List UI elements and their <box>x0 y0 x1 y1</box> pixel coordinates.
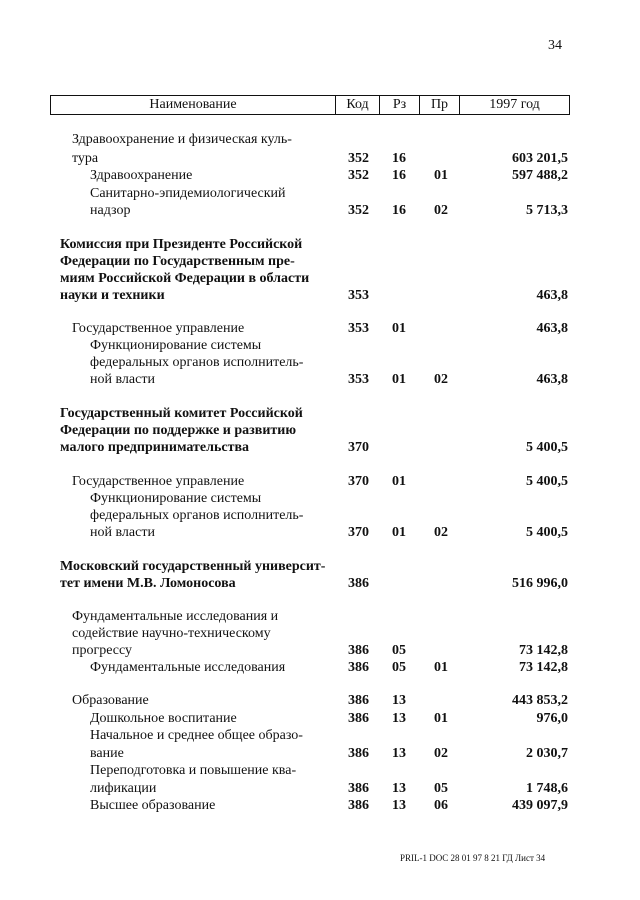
table-row <box>0 710 640 727</box>
row-kod: 370 <box>348 525 369 540</box>
table-row <box>0 745 640 762</box>
table-row <box>0 797 640 814</box>
row-name: Государственный комитет Российской <box>60 406 303 421</box>
row-pr: 02 <box>434 372 448 387</box>
table-row <box>0 473 640 490</box>
row-pr: 01 <box>434 660 448 675</box>
table-row <box>0 642 640 659</box>
row-pr: 02 <box>434 203 448 218</box>
row-pr: 02 <box>434 525 448 540</box>
row-rz: 01 <box>392 372 406 387</box>
row-name: Дошкольное воспитание <box>90 711 237 726</box>
row-name: тура <box>72 151 99 166</box>
table-row <box>0 405 640 422</box>
table-row <box>0 625 640 642</box>
row-amount: 73 142,8 <box>519 643 568 658</box>
row-amount: 5 713,3 <box>526 203 568 218</box>
row-rz: 16 <box>392 168 406 183</box>
header-rz: Рз <box>380 96 420 114</box>
row-amount: 443 853,2 <box>512 693 568 708</box>
row-name: ной власти <box>90 525 155 540</box>
row-rz: 16 <box>392 151 406 166</box>
row-name: Здравоохранение и физическая куль- <box>72 132 292 147</box>
table-row <box>0 270 640 287</box>
row-kod: 386 <box>348 576 369 591</box>
row-amount: 1 748,6 <box>526 781 568 796</box>
row-name: миям Российской Федерации в области <box>60 271 310 286</box>
row-amount: 976,0 <box>536 711 568 726</box>
row-name: Государственное управление <box>72 474 245 489</box>
table-row <box>0 507 640 524</box>
row-amount: 603 201,5 <box>512 151 568 166</box>
table-row <box>0 524 640 541</box>
row-rz: 01 <box>392 321 406 336</box>
row-name: Высшее образование <box>90 798 216 813</box>
table-row <box>0 692 640 709</box>
row-name: Функционирование системы <box>90 338 262 353</box>
row-name: вание <box>90 746 124 761</box>
row-name: Московский государственный университ- <box>60 559 326 574</box>
row-name: Фундаментальные исследования <box>90 660 286 675</box>
row-name: Фундаментальные исследования и <box>72 609 279 624</box>
row-name: науки и техники <box>60 288 165 303</box>
row-name: тет имени М.В. Ломоносова <box>60 576 236 591</box>
table-row <box>0 131 640 148</box>
row-rz: 13 <box>392 693 406 708</box>
row-name: Здравоохранение <box>90 168 193 183</box>
row-rz: 01 <box>392 474 406 489</box>
row-rz: 16 <box>392 203 406 218</box>
header-name: Наименование <box>51 96 336 114</box>
row-name: федеральных органов исполнитель- <box>90 355 304 370</box>
table-row <box>0 608 640 625</box>
table-row <box>0 236 640 253</box>
row-amount: 5 400,5 <box>526 440 568 455</box>
row-amount: 2 030,7 <box>526 746 568 761</box>
table-row <box>0 253 640 270</box>
row-rz: 13 <box>392 746 406 761</box>
row-name: Переподготовка и повышение ква- <box>90 763 297 778</box>
row-kod: 386 <box>348 660 369 675</box>
row-kod: 352 <box>348 168 369 183</box>
row-rz: 13 <box>392 711 406 726</box>
table-row <box>0 202 640 219</box>
row-name: Федерации по Государственным пре- <box>60 254 295 269</box>
row-rz: 05 <box>392 660 406 675</box>
row-name: Санитарно-эпидемиологический <box>90 186 286 201</box>
row-amount: 439 097,9 <box>512 798 568 813</box>
row-name: лификации <box>90 781 157 796</box>
table-row <box>0 762 640 779</box>
row-amount: 516 996,0 <box>512 576 568 591</box>
row-name: ной власти <box>90 372 155 387</box>
row-name: Федерации по поддержке и развитию <box>60 423 297 438</box>
table-row <box>0 439 640 456</box>
row-name: Комиссия при Президенте Российской <box>60 237 303 252</box>
table-row <box>0 320 640 337</box>
row-name: надзор <box>90 203 131 218</box>
table-row <box>0 354 640 371</box>
table-row <box>0 287 640 304</box>
row-kod: 386 <box>348 781 369 796</box>
row-pr: 02 <box>434 746 448 761</box>
row-kod: 352 <box>348 151 369 166</box>
table-row <box>0 185 640 202</box>
row-pr: 06 <box>434 798 448 813</box>
row-kod: 386 <box>348 693 369 708</box>
row-kod: 370 <box>348 440 369 455</box>
row-pr: 01 <box>434 711 448 726</box>
table-row <box>0 780 640 797</box>
row-name: содействие научно-техническому <box>72 626 271 641</box>
row-kod: 353 <box>348 321 369 336</box>
header-year: 1997 год <box>489 97 540 112</box>
page-number: 34 <box>548 38 562 53</box>
row-kod: 386 <box>348 711 369 726</box>
row-amount: 463,8 <box>536 288 568 303</box>
row-name: Государственное управление <box>72 321 245 336</box>
table-row <box>0 337 640 354</box>
header-kod: Код <box>336 96 380 114</box>
header-pr: Пр <box>420 96 460 114</box>
row-name: Функционирование системы <box>90 491 262 506</box>
table-row <box>0 422 640 439</box>
row-name: федеральных органов исполнитель- <box>90 508 304 523</box>
row-kod: 370 <box>348 474 369 489</box>
table-row <box>0 575 640 592</box>
table-row <box>0 167 640 184</box>
row-kod: 352 <box>348 203 369 218</box>
table-row <box>0 727 640 744</box>
row-name: Начальное и среднее общее образо- <box>90 728 303 743</box>
row-name: Образование <box>72 693 149 708</box>
row-kod: 386 <box>348 643 369 658</box>
row-pr: 01 <box>434 168 448 183</box>
table-row <box>0 371 640 388</box>
table-row <box>0 490 640 507</box>
footer-stamp: PRIL-1 DOC 28 01 97 8 21 ГД Лист 34 <box>400 853 546 863</box>
row-rz: 01 <box>392 525 406 540</box>
row-kod: 353 <box>348 372 369 387</box>
row-amount: 73 142,8 <box>519 660 568 675</box>
row-amount: 463,8 <box>536 321 568 336</box>
table-row <box>0 150 640 167</box>
row-name: прогрессу <box>72 643 133 658</box>
row-amount: 597 488,2 <box>512 168 568 183</box>
row-amount: 5 400,5 <box>526 525 568 540</box>
table-header <box>50 95 570 115</box>
row-kod: 386 <box>348 746 369 761</box>
row-kod: 353 <box>348 288 369 303</box>
row-rz: 13 <box>392 798 406 813</box>
row-kod: 386 <box>348 798 369 813</box>
row-pr: 05 <box>434 781 448 796</box>
row-name: малого предпринимательства <box>60 440 250 455</box>
row-rz: 13 <box>392 781 406 796</box>
row-rz: 05 <box>392 643 406 658</box>
table-row <box>0 558 640 575</box>
row-amount: 463,8 <box>536 372 568 387</box>
table-row <box>0 659 640 676</box>
row-amount: 5 400,5 <box>526 474 568 489</box>
